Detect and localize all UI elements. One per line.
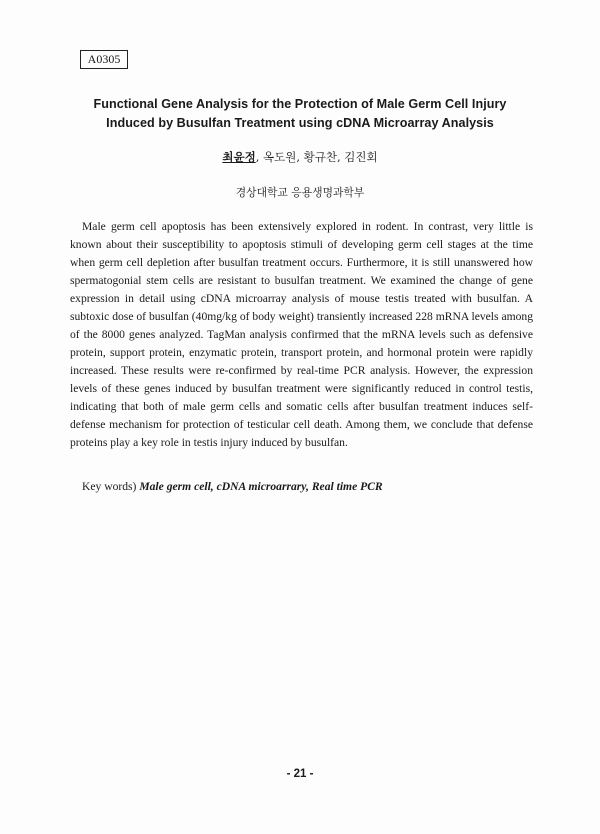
paper-title: [70, 95, 530, 133]
keywords-values: Male germ cell, cDNA microarrary, Real time PCR: [139, 480, 383, 493]
page-number: - 21 -: [286, 768, 314, 780]
co-authors: , 옥도원, 황규찬, 김진회: [255, 150, 378, 164]
keywords-line: [82, 478, 532, 496]
abstract-body: Male germ cell apoptosis has been extensively explored in rodent. In contrast, very little is known about their susceptibility to apoptosis stimuli of developing germ cell stages at the time when germ cell depletion after busulfan treatment occurs. Furthermore, it is still unanswered how spermatogonial stem cells are resistant to busulfan treatment. We examined the change of gene expression in detail using cDNA microarray analysis of mouse testis treated with busulfan. A subtoxic dose of busulfan (40mg/kg of body weight) transiently increased 228 mRNA levels among of the 8000 genes analyzed. TagMan analysis confirmed that the mRNA levels such as defensive protein, support protein, enzymatic protein, transport protein, and hormonal protein were rapidly increased. These results were re-confirmed by real-time PCR analysis. However, the expression levels of these genes induced by busulfan treatment were significantly reduced in control testis, indicating that both of male germ cells and somatic cells after busulfan treatment induces self-defense mechanism for protection of testicular cell death. Among them, we conclude that defense proteins play a key role in testis injury induced by busulfan.: [70, 220, 533, 449]
abstract-code-box: A0305: [80, 50, 128, 69]
affiliation: 경상대학교 응용생명과학부: [235, 186, 365, 199]
author-list: [0, 149, 600, 165]
title-line-1: Functional Gene Analysis for the Protection of Male Germ Cell Injury: [93, 97, 507, 111]
keywords-label: Key words): [82, 480, 137, 493]
title-line-2: Induced by Busulfan Treatment using cDNA Microarray Analysis: [106, 116, 494, 130]
presenting-author: 최윤정: [222, 150, 256, 164]
